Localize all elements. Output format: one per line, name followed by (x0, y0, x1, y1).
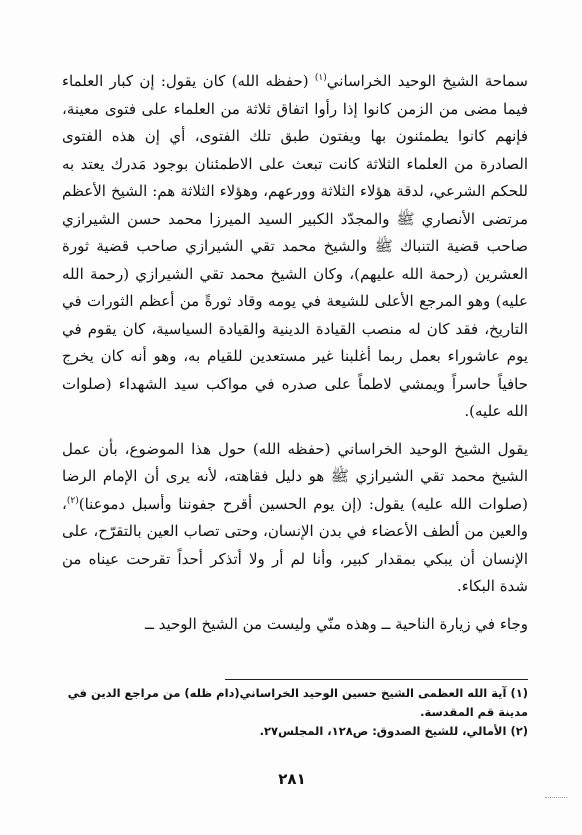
footnote-1: (١) آية الله العظمى الشيخ حسين الوحيد الخراساني(دام ظله) من مراجع الدين في مدينة قم المقدسة. (67, 686, 528, 719)
footnote-ref-2[interactable]: (٢) (66, 495, 79, 506)
footnotes (62, 684, 528, 741)
paragraph-1-text-start: سماحة الشيخ الوحيد الخراساني (326, 72, 528, 90)
paragraph-1-text-rest: (حفظه الله) كان يقول: إن كبار العلماء فيما مضى من الزمن كانوا إذا رأوا اتفاق ثلاثة من العلماء على فتوى معينة، فإنهم كانوا يطمئنون بها ويفتون طبق تلك الفتوى، أي إن هذه الفتوى الصادرة من العلماء الثلاثة كانت تبعث على الاطمئنان بوجود مَدرك يعتد به للحكم الشرعي، لدقة هؤلاء الثلاثة وورعهم، وهؤلاء الثلاثة هم: الشيخ الأعظم مرتضى الأنصاري ﷺ والمجدّد الكبير السيد الميرزا محمد حسن الشيرازي صاحب قضية التنباك ﷺ والشيخ محمد تقي الشيرازي صاحب قضية ثورة العشرين (رحمة الله عليهم)، وكان الشيخ محمد تقي الشيرازي (رحمة الله عليه) وهو المرجع الأعلى للشيعة في يومه وقاد ثورةً من أعظم الثورات في التاريخ، فقد كان له منصب القيادة الدينية والقيادة السياسية، كان يقوم في يوم عاشوراء بعمل ربما أغلبنا غير مستعدين للقيام به، وهو أنه كان يخرج حافياً حاسراً ويمشي لاطماً على صدره في مواكب سيد الشهداء (صلوات الله عليه). (62, 72, 528, 420)
page-number: ٢٨١ (278, 770, 306, 788)
paragraph-1 (62, 68, 528, 426)
footnote-separator (225, 679, 528, 680)
paragraph-2 (62, 436, 528, 601)
paragraph-3 (62, 611, 528, 639)
main-text (62, 68, 528, 638)
paragraph-2-text-start: يقول الشيخ الوحيد الخراساني (حفظه الله) حول هذا الموضوع، بأن عمل الشيخ محمد تقي الشيرازي ﷺ هو دليل فقاهته، لأنه يرى أن الإمام الرضا (صلوات الله عليه) يقول: (إن يوم الحسين أقرح جفوننا وأسبل دموعنا) (62, 439, 528, 513)
footnote-ref-1[interactable]: (١) (314, 73, 327, 83)
paragraph-3-text: وجاء في زيارة الناحية ــ وهذه منّي وليست من الشيخ الوحيد ــ (145, 614, 528, 633)
paragraph-2-text-rest: ، والعين من ألطف الأعضاء في بدن الإنسان، وحتى تصاب العين بالتقرّح، على الإنسان أن يبكي بمقدار كبير، وأنا لم أر ولا أتذكر أحداً تقرحت عيناه من شدة البكاء. (62, 494, 528, 595)
scan-artifact (545, 797, 567, 800)
footnote-2: (٢) الأمالي، للشيخ الصدوق: ص١٢٨، المجلس٢٧. (259, 724, 528, 738)
